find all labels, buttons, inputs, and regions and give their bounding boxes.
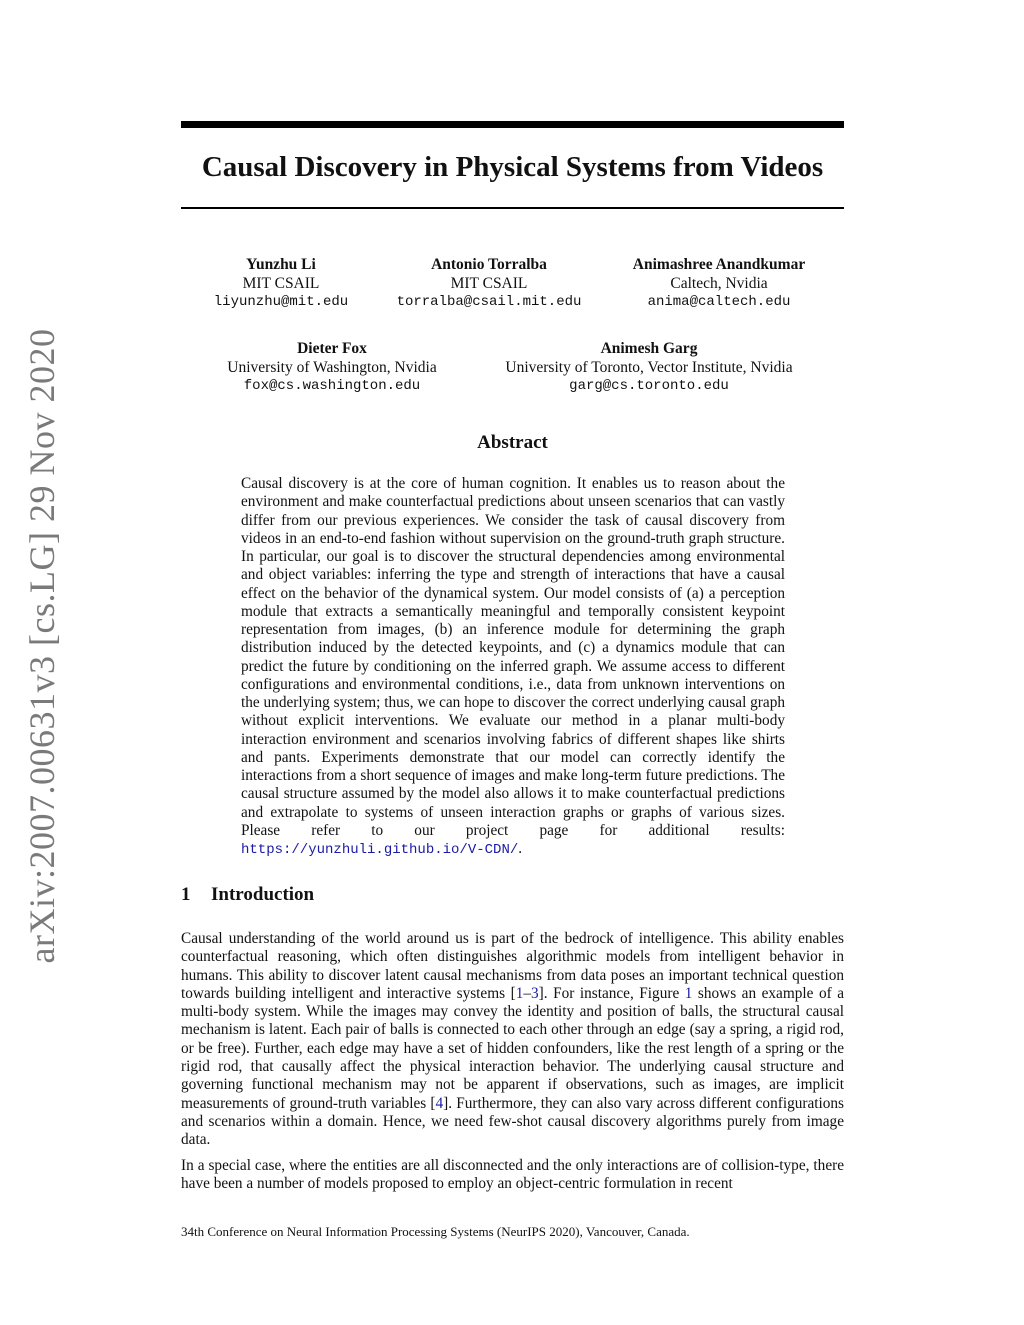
project-page-link[interactable]: https://yunzhuli.github.io/V-CDN/: [241, 842, 519, 858]
abstract-heading: Abstract: [477, 432, 548, 453]
section-title: Introduction: [211, 884, 315, 905]
intro-text: ]. Furthermore, they can also vary across different configurations and scenarios within a domain. Hence, we need few-shot causal discovery algorithms purely from image data.: [181, 1094, 845, 1149]
arxiv-identifier: arXiv:2007.00631v3 [cs.LG] 29 Nov 2020: [22, 328, 62, 964]
author-name: Antonio Torralba: [431, 256, 547, 273]
title-bottom-rule: [181, 207, 844, 209]
title-top-rule: [181, 121, 844, 128]
intro-text: shows an example of a multi-body system. While the images may convey the identity and position of balls, the structural causal mechanism is latent. Each pair of balls is connected to each other through an edge (say a spring, a rigid rod, or be free). Further, each edge may have a set of hidden confounders, like the rest length of a spring or the rigid rod, that causally affect the physical interaction behavior. The underlying causal structure and governing functional mechanism may not be apparent if observations, such as images, are implicit measurements of ground-truth variables [: [181, 984, 844, 1112]
author-affiliation: University of Washington, Nvidia: [227, 358, 437, 376]
intro-text: Causal understanding of the world around us is part of the bedrock of intelligence. This ability enables counterfactual reasoning, which often distinguishes algorithmic models from intelligent behavior in humans. This ability to discover latent causal mechanisms from data poses an important technical question towards building intelligent and interactive systems [: [181, 930, 844, 1002]
author-name: Animashree Anandkumar: [632, 256, 806, 273]
author-affiliation: Caltech, Nvidia: [670, 274, 768, 292]
abstract-text: [241, 475, 785, 859]
section-heading: [181, 884, 314, 906]
author-email: liyunzhu@mit.edu: [213, 294, 349, 310]
author-name: Dieter Fox: [297, 340, 367, 357]
author-block: [181, 256, 381, 312]
author-affiliation: MIT CSAIL: [242, 274, 320, 292]
intro-text: ]. For instance, Figure: [538, 984, 685, 1002]
citation-link[interactable]: 4: [435, 1094, 444, 1112]
intro-paragraph-1: [181, 930, 844, 1150]
author-block: [384, 256, 594, 312]
author-email: garg@cs.toronto.edu: [569, 378, 729, 394]
conference-footnote: 34th Conference on Neural Information Processing Systems (NeurIPS 2020), Vancouver, Canada.: [181, 1224, 690, 1239]
author-block: [484, 340, 814, 396]
author-affiliation: MIT CSAIL: [450, 274, 528, 292]
author-name: Yunzhu Li: [246, 256, 316, 273]
citation-link[interactable]: 1: [515, 984, 524, 1002]
author-email: anima@caltech.edu: [647, 294, 791, 310]
paper-title: Causal Discovery in Physical Systems from Videos: [201, 151, 824, 183]
abstract-paragraph: Causal discovery is at the core of human cognition. It enables us to reason about the environment and make counterfactual predictions about unseen scenarios that can vastly differ from our previous experiences. We consider the task of causal discovery from videos in an end-to-end fashion without supervision on the ground-truth graph structure. In particular, our goal is to discover the structural dependencies among environmental and object variables: inferring the type and strength of interactions that have a causal effect on the behavior of the dynamical system. Our model consists of (a) a perception module that extracts a semantically meaningful and temporally consistent keypoint representation from images, (b) an inference module for determining the graph distribution induced by the detected keypoints, and (c) a dynamics module that can predict the future by conditioning on the inferred graph. We assume access to different configurations and environmental conditions, i.e., data from unknown interventions on the underlying system; thus, we can hope to discover the correct underlying causal graph without explicit interventions. We evaluate our method in a planar multi-body interaction environment and scenarios involving fabrics of different shapes like shirts and pants. Experiments demonstrate that our model can correctly identify the interactions from a short sequence of images and make long-term future predictions. The causal structure assumed by the model also allows it to make counterfactual predictions and extrapolate to systems of unseen interaction graphs or graphs of various sizes. Please refer to our project page for additional results:: [241, 475, 785, 839]
intro-paragraph-2: In a special case, where the entities are all disconnected and the only interactions are of collision-type, there have been a number of models proposed to employ an object-centric formulation in recent: [181, 1157, 844, 1193]
author-block: [609, 256, 829, 312]
author-name: Animesh Garg: [600, 340, 698, 357]
figure-ref-link[interactable]: 1: [684, 984, 693, 1002]
author-email: fox@cs.washington.edu: [243, 378, 421, 394]
author-affiliation: University of Toronto, Vector Institute, Nvidia: [505, 358, 793, 376]
citation-link[interactable]: 3: [531, 984, 539, 1002]
section-number: 1: [181, 884, 191, 905]
abstract-period: .: [518, 840, 523, 857]
citation-dash: –: [523, 984, 531, 1002]
author-block: [212, 340, 452, 396]
author-email: torralba@csail.mit.edu: [396, 294, 582, 310]
